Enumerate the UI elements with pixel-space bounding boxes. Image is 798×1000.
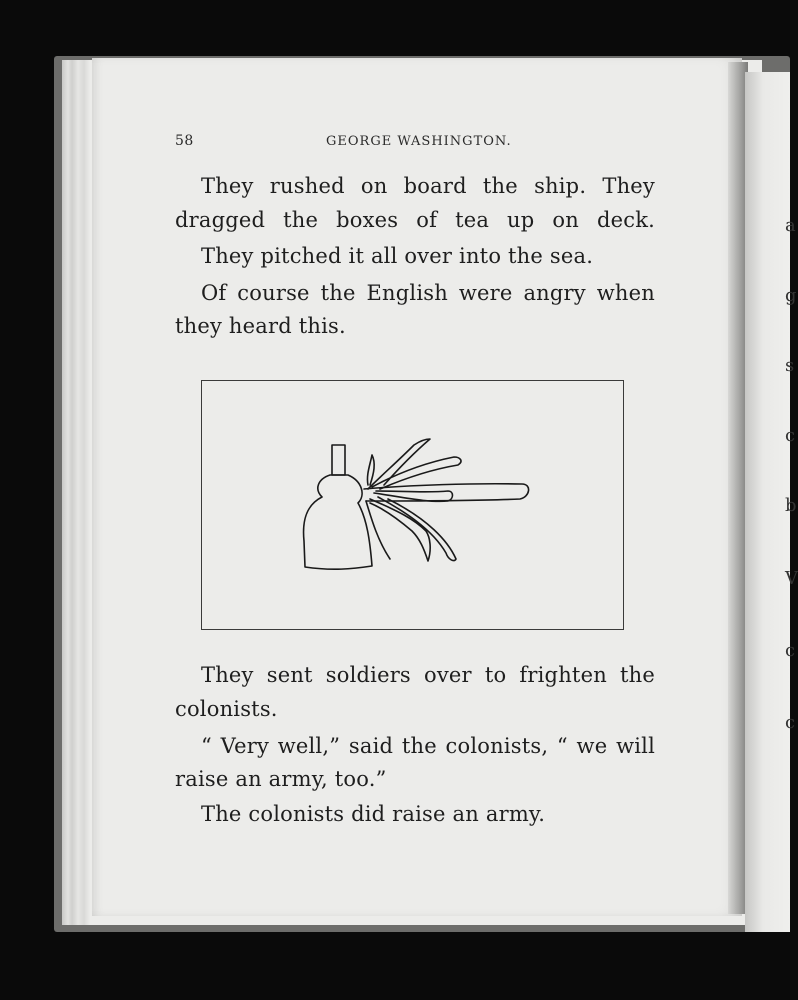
body-line: They sent soldiers over to frighten the	[201, 663, 655, 687]
right-page-letter: s	[785, 355, 795, 376]
body-line: dragged the boxes of tea up on deck.	[175, 208, 655, 232]
page-number: 58	[175, 133, 194, 149]
right-page-letter: c	[785, 712, 796, 733]
feathered-tomahawk-pipe-icon	[202, 381, 622, 628]
body-line: The colonists did raise an army.	[201, 802, 546, 826]
right-page-letter: b	[785, 495, 797, 516]
right-page-letter: V	[785, 568, 798, 589]
illustration-frame	[201, 380, 624, 630]
right-page-letter: g	[785, 285, 797, 306]
running-head: GEORGE WASHINGTON.	[326, 134, 512, 149]
body-line: Of course the English were angry when	[201, 281, 655, 305]
body-line: “ Very well,” said the colonists, “ we will	[201, 734, 655, 758]
book-page-right-edge	[745, 72, 790, 932]
body-line: they heard this.	[175, 314, 346, 338]
body-line: They rushed on board the ship. They	[201, 174, 655, 198]
body-line: raise an army, too.”	[175, 767, 387, 791]
right-page-letter: c	[785, 640, 796, 661]
body-line: colonists.	[175, 697, 278, 721]
right-page-letter: c	[785, 425, 796, 446]
right-page-letter: a	[785, 215, 796, 236]
body-line: They pitched it all over into the sea.	[201, 244, 594, 268]
